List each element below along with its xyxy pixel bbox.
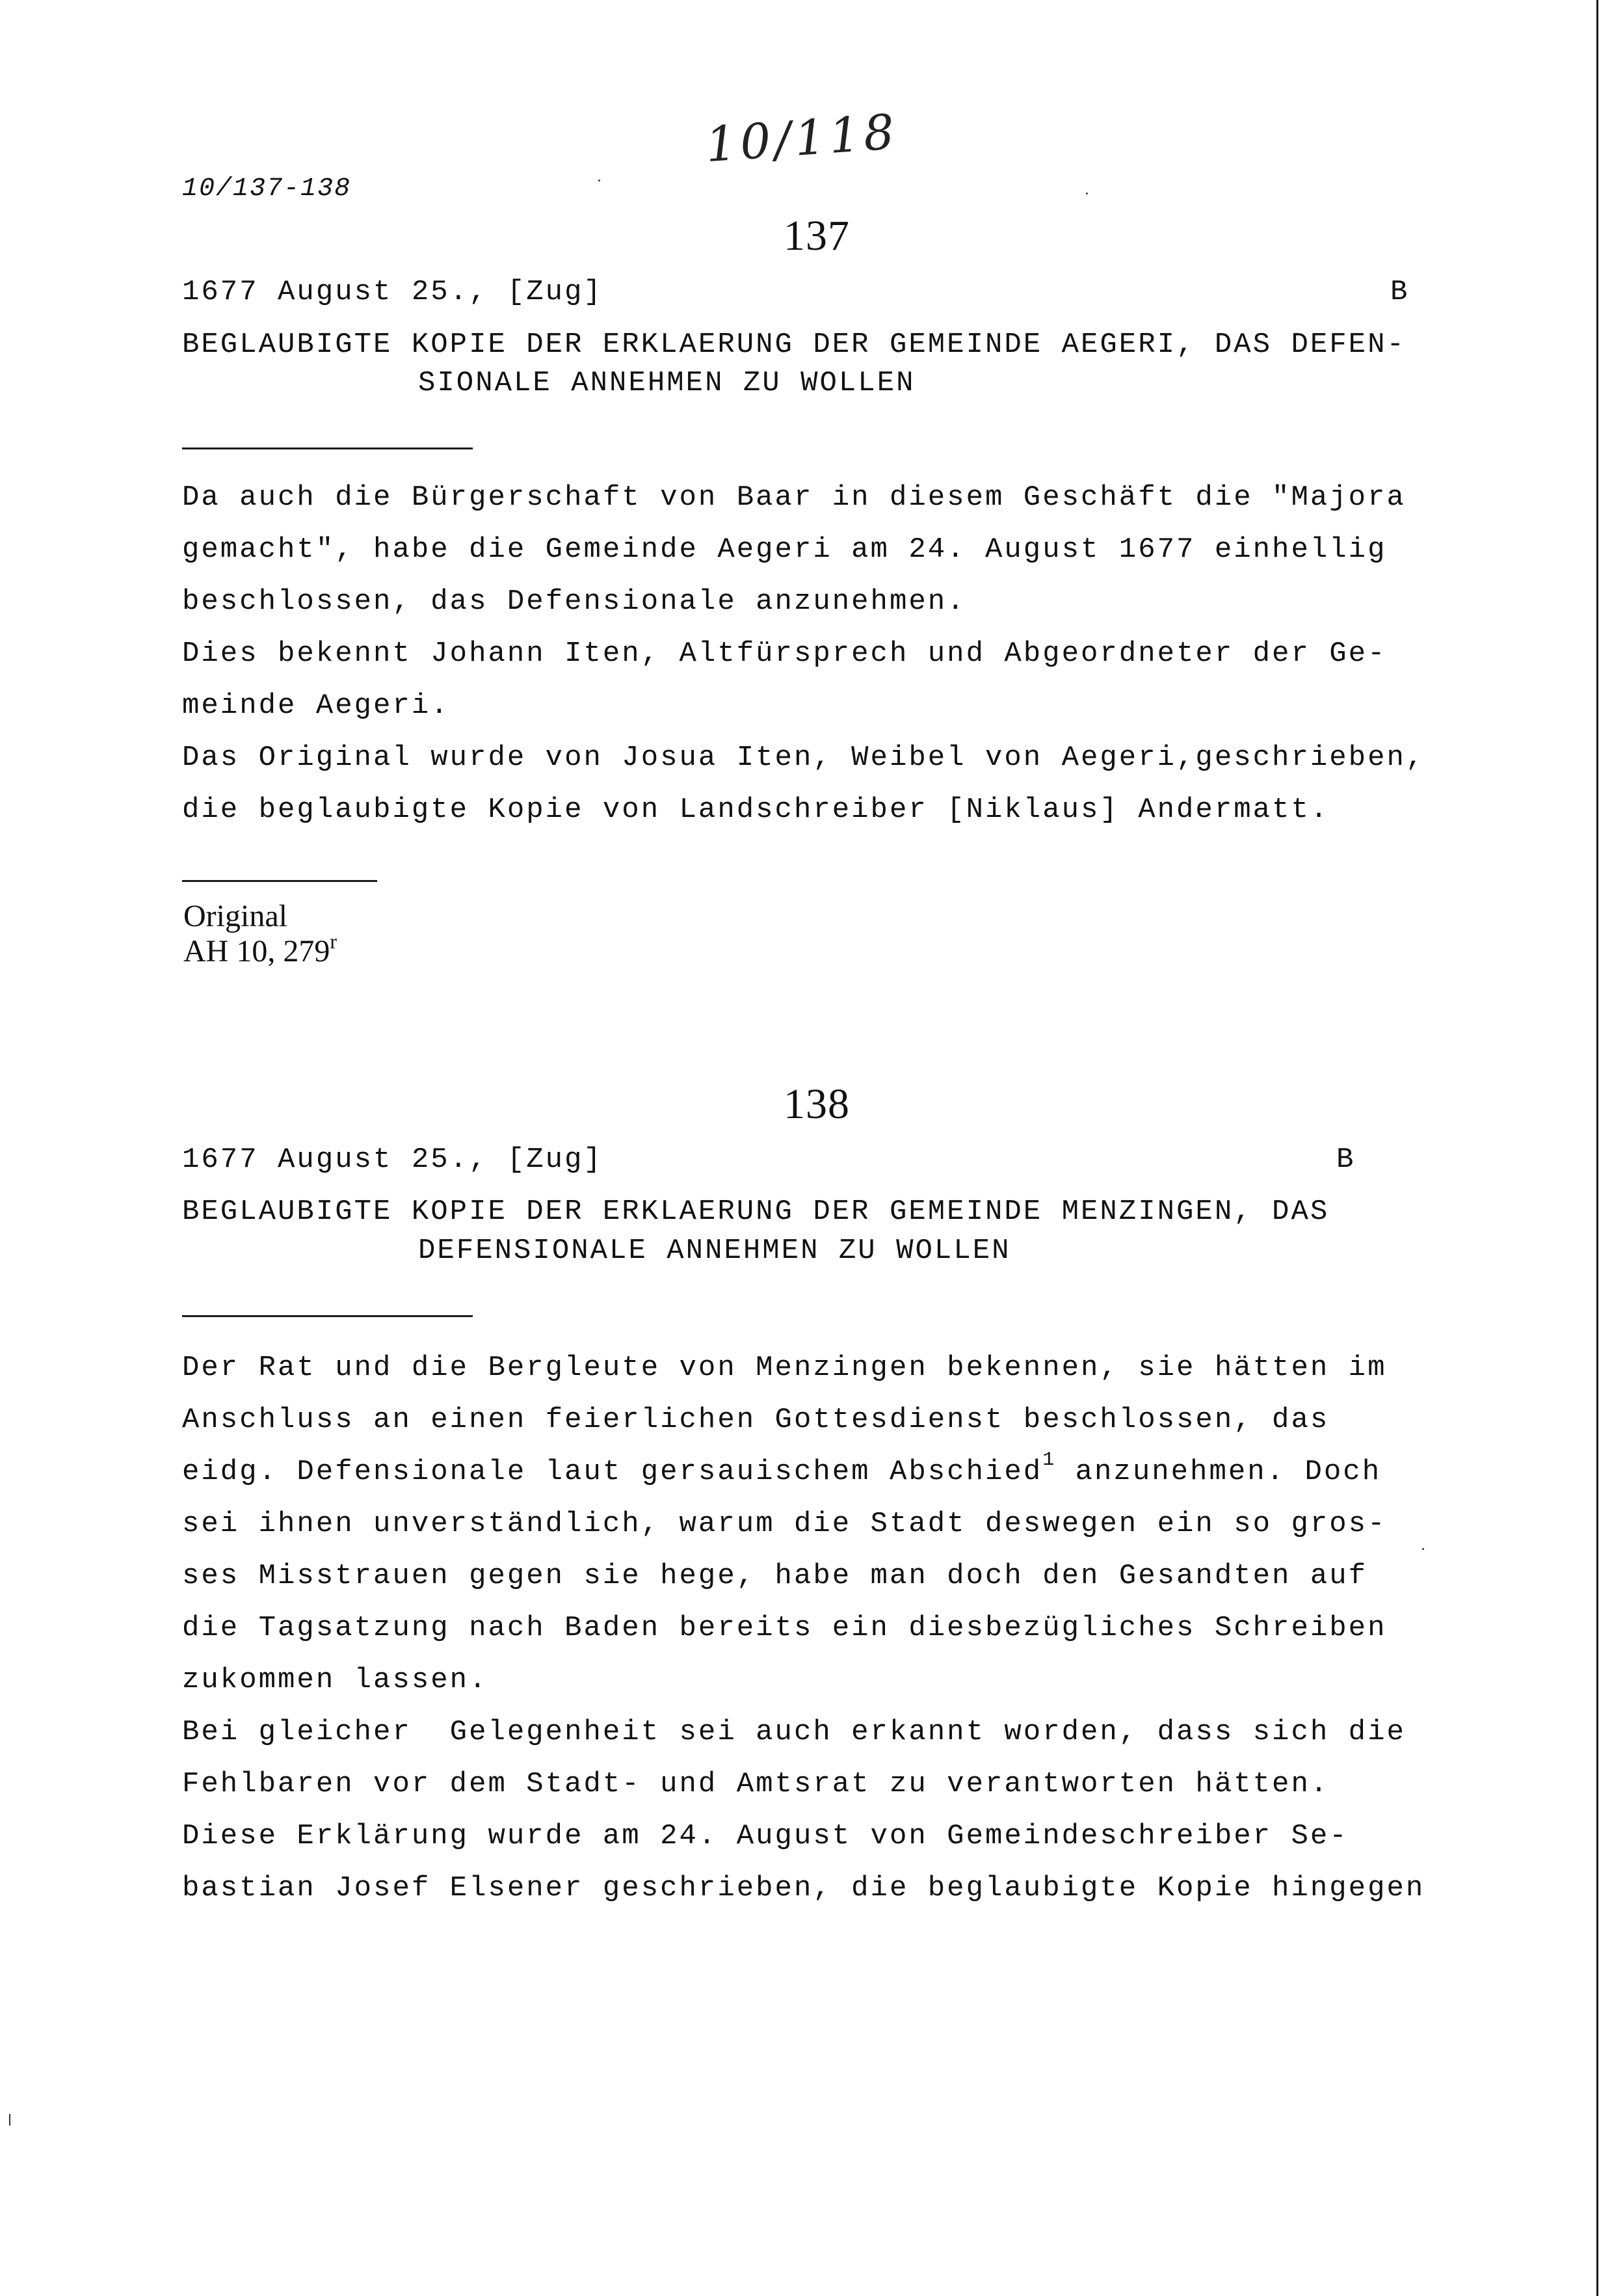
body-line: Anschluss an einen feierlichen Gottesdienst beschlossen, das (182, 1404, 1330, 1436)
body-line: ses Misstrauen gegen sie hege, habe man doch den Gesandten auf (182, 1560, 1368, 1592)
body-line: zukommen lassen. (182, 1664, 488, 1696)
document-date-place: 1677 August 25., [Zug] (182, 1143, 603, 1176)
body-line: die Tagsatzung nach Baden bereits ein diesbezügliches Schreiben (182, 1612, 1387, 1644)
body-line: Fehlbaren vor dem Stadt- und Amtsrat zu verantworten hätten. (182, 1768, 1330, 1800)
document-number: 138 (784, 1080, 850, 1128)
document-title-line: DEFENSIONALE ANNEHMEN ZU WOLLEN (418, 1235, 1011, 1267)
source-reference-superscript: r (330, 929, 337, 953)
document-marker: B (1336, 1143, 1356, 1176)
document-title-line: SIONALE ANNEHMEN ZU WOLLEN (418, 367, 916, 399)
scan-speck (1086, 193, 1088, 194)
separator-rule (182, 447, 473, 449)
body-line: Dies bekennt Johann Iten, Altfürsprech und Abgeordneter der Ge- (182, 637, 1387, 670)
source-label: Original (183, 899, 287, 933)
body-line: die beglaubigte Kopie von Landschreiber [Niklaus] Andermatt. (182, 794, 1330, 826)
body-line (182, 1449, 1382, 1488)
body-line: gemacht", habe die Gemeinde Aegeri am 24. August 1677 einhellig (182, 533, 1387, 566)
document-number: 137 (784, 212, 850, 260)
scan-speck (598, 180, 600, 181)
footnote-marker: 1 (1042, 1449, 1057, 1471)
separator-rule (182, 1315, 473, 1317)
body-line: Das Original wurde von Josua Iten, Weibel von Aegeri,geschrieben, (182, 741, 1425, 774)
body-line: sei ihnen unverständlich, warum die Stadt deswegen ein so gros- (182, 1508, 1387, 1540)
document-date-place: 1677 August 25., [Zug] (182, 276, 603, 308)
archive-reference: 10/137-138 (182, 174, 352, 204)
handwritten-note: 10/118 (704, 103, 900, 174)
document-marker: B (1390, 276, 1410, 308)
body-line: beschlossen, das Defensionale anzunehmen. (182, 585, 966, 618)
scan-speck (1422, 1548, 1424, 1550)
source-reference (183, 929, 337, 972)
body-line: meinde Aegeri. (182, 689, 450, 722)
body-text: eidg. Defensionale laut gersauischem Abschied (182, 1456, 1043, 1488)
body-line: Diese Erklärung wurde am 24. August von Gemeindeschreiber Se- (182, 1820, 1349, 1852)
document-title-line: BEGLAUBIGTE KOPIE DER ERKLAERUNG DER GEMEINDE AEGERI, DAS DEFEN- (182, 328, 1406, 361)
body-line: Bei gleicher Gelegenheit sei auch erkannt worden, dass sich die (182, 1716, 1406, 1748)
body-line: Da auch die Bürgerschaft von Baar in diesem Geschäft die "Majora (182, 481, 1406, 514)
source-reference-text: AH 10, 279 (183, 934, 330, 968)
body-line: bastian Josef Elsener geschrieben, die beglaubigte Kopie hingegen (182, 1872, 1425, 1904)
scan-speck (9, 2114, 10, 2126)
document-title-line: BEGLAUBIGTE KOPIE DER ERKLAERUNG DER GEMEINDE MENZINGEN, DAS (182, 1195, 1330, 1228)
body-text: anzunehmen. Doch (1056, 1456, 1382, 1488)
separator-rule (182, 880, 377, 882)
body-line: Der Rat und die Bergleute von Menzingen bekennen, sie hätten im (182, 1352, 1387, 1384)
